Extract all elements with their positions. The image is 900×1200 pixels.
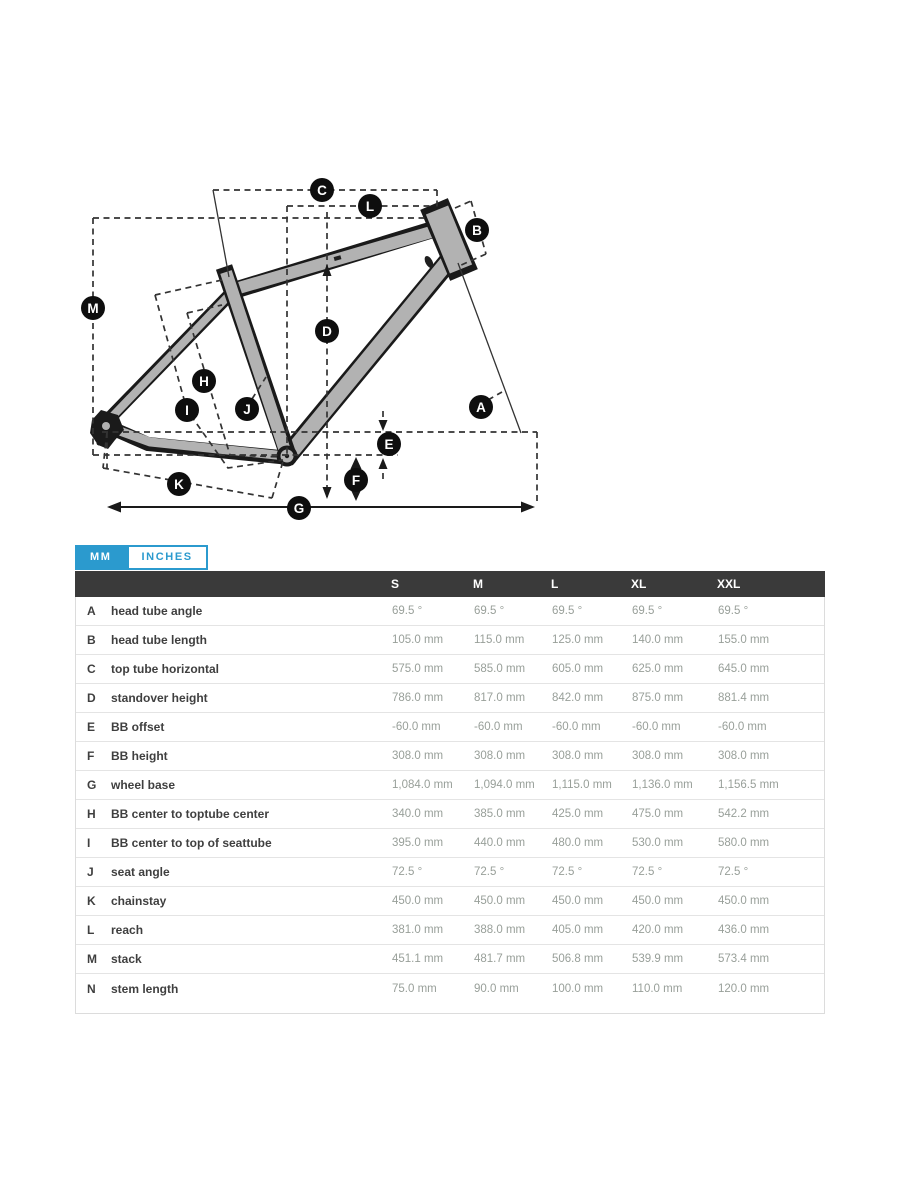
row-value-s: 69.5 °	[392, 605, 423, 617]
row-value-xl: 69.5 °	[632, 605, 663, 617]
row-value-m: 115.0 mm	[474, 634, 525, 646]
diagram-label-J	[235, 397, 259, 421]
row-value-s: -60.0 mm	[392, 721, 441, 733]
row-label: BB center to toptube center	[111, 807, 270, 821]
row-value-xxl: -60.0 mm	[718, 721, 767, 733]
row-letter: E	[87, 720, 96, 734]
row-value-m: 90.0 mm	[474, 982, 519, 995]
row-value-m: 388.0 mm	[474, 924, 526, 936]
row-letter: L	[87, 923, 95, 937]
diagram-label-G	[287, 496, 311, 520]
table-row	[76, 771, 824, 800]
diagram-label-B	[465, 218, 489, 242]
unit-tab-mm[interactable]: MM	[75, 545, 127, 570]
row-value-l: 100.0 mm	[552, 982, 604, 995]
row-value-xl: 875.0 mm	[632, 692, 684, 704]
row-label: chainstay	[111, 894, 167, 908]
row-label: head tube length	[111, 633, 207, 647]
geometry-table	[75, 571, 825, 1014]
row-letter: G	[87, 778, 97, 792]
svg-text:K: K	[174, 476, 184, 492]
row-value-xxl: 69.5 °	[718, 605, 749, 617]
unit-toggle	[75, 545, 208, 570]
table-row	[76, 655, 824, 684]
row-value-xxl: 120.0 mm	[718, 982, 770, 995]
bike-geometry-diagram	[70, 165, 560, 535]
row-value-l: 69.5 °	[552, 605, 583, 617]
svg-text:G: G	[293, 500, 305, 516]
row-label: standover height	[111, 691, 208, 705]
row-value-xxl: 573.4 mm	[718, 953, 770, 965]
row-value-s: 72.5 °	[392, 866, 423, 878]
dim-HI-ticks	[155, 280, 222, 313]
row-label: wheel base	[111, 778, 176, 792]
row-value-l: -60.0 mm	[552, 721, 601, 733]
row-value-m: 385.0 mm	[474, 808, 526, 820]
table-row	[76, 626, 824, 655]
row-value-l: 480.0 mm	[552, 837, 604, 849]
row-value-xl: 308.0 mm	[632, 750, 684, 762]
row-value-xxl: 580.0 mm	[718, 837, 770, 849]
row-value-l: 506.8 mm	[552, 953, 604, 965]
svg-text:J: J	[243, 401, 251, 417]
table-row	[76, 713, 824, 742]
row-letter: M	[87, 952, 97, 966]
row-label: BB height	[111, 749, 168, 763]
row-value-xxl: 645.0 mm	[718, 663, 770, 675]
row-letter: D	[87, 691, 96, 705]
row-value-xl: 420.0 mm	[632, 924, 684, 936]
row-label: reach	[111, 923, 144, 937]
header-col-m: M	[473, 577, 483, 591]
row-value-l: 842.0 mm	[552, 692, 604, 704]
header-col-s: S	[391, 577, 400, 591]
table-row	[76, 829, 824, 858]
row-value-m: 817.0 mm	[474, 692, 526, 704]
row-value-l: 1,115.0 mm	[552, 779, 612, 791]
row-value-s: 381.0 mm	[392, 924, 444, 936]
row-value-m: 450.0 mm	[474, 895, 526, 907]
row-letter: N	[87, 981, 96, 996]
row-value-l: 425.0 mm	[552, 808, 604, 820]
svg-text:M: M	[87, 300, 99, 316]
table-header	[75, 571, 825, 597]
row-value-s: 575.0 mm	[392, 663, 444, 675]
table-row	[76, 858, 824, 887]
row-value-s: 450.0 mm	[392, 895, 444, 907]
table-row	[76, 597, 824, 626]
table-row	[76, 974, 824, 1003]
row-value-l: 605.0 mm	[552, 663, 604, 675]
row-letter: H	[87, 807, 96, 821]
row-value-xxl: 881.4 mm	[718, 692, 770, 704]
row-value-s: 1,084.0 mm	[392, 779, 453, 791]
diagram-label-H	[192, 369, 216, 393]
row-value-xxl: 436.0 mm	[718, 924, 770, 936]
svg-text:B: B	[472, 222, 482, 238]
svg-text:F: F	[351, 472, 361, 488]
row-value-l: 72.5 °	[552, 866, 583, 878]
row-value-s: 395.0 mm	[392, 837, 444, 849]
row-label: seat angle	[111, 865, 170, 879]
diagram-label-D	[315, 319, 339, 343]
row-label: stem length	[111, 981, 179, 996]
svg-text:C: C	[317, 182, 327, 198]
row-value-l: 308.0 mm	[552, 750, 604, 762]
row-value-s: 340.0 mm	[392, 808, 444, 820]
row-value-xl: 110.0 mm	[632, 982, 683, 995]
row-value-s: 786.0 mm	[392, 692, 444, 704]
row-value-xl: 72.5 °	[632, 866, 663, 878]
row-letter: B	[87, 633, 96, 647]
dim-A-pointer	[488, 392, 502, 400]
row-letter: C	[87, 662, 96, 676]
header-col-l: L	[551, 577, 559, 591]
row-value-xxl: 308.0 mm	[718, 750, 770, 762]
diagram-label-K	[167, 472, 191, 496]
svg-text:H: H	[199, 373, 209, 389]
table-row	[76, 887, 824, 916]
row-value-s: 105.0 mm	[392, 634, 444, 646]
row-value-m: 481.7 mm	[474, 953, 526, 965]
seattube-axis	[213, 190, 229, 277]
unit-tab-inches[interactable]: INCHES	[127, 545, 208, 570]
row-label: head tube angle	[111, 604, 203, 618]
row-value-xl: 530.0 mm	[632, 837, 684, 849]
row-value-xxl: 450.0 mm	[718, 895, 770, 907]
diagram-label-C	[310, 178, 334, 202]
diagram-label-M	[81, 296, 105, 320]
svg-text:E: E	[384, 436, 394, 452]
row-value-s: 75.0 mm	[392, 982, 437, 995]
row-value-xxl: 542.2 mm	[718, 808, 770, 820]
svg-text:D: D	[322, 323, 332, 339]
row-value-xl: -60.0 mm	[632, 721, 681, 733]
row-value-xl: 539.9 mm	[632, 953, 684, 965]
svg-text:L: L	[365, 198, 375, 214]
svg-text:A: A	[476, 399, 486, 415]
row-label: top tube horizontal	[111, 662, 219, 676]
row-label: BB center to top of seattube	[111, 836, 272, 850]
row-label: BB offset	[111, 720, 165, 734]
diagram-label-A	[469, 395, 493, 419]
row-value-xl: 140.0 mm	[632, 634, 684, 646]
row-value-l: 405.0 mm	[552, 924, 604, 936]
diagram-label-L	[358, 194, 382, 218]
header-col-xxl: XXL	[717, 577, 741, 591]
row-value-s: 451.1 mm	[392, 953, 444, 965]
row-value-s: 308.0 mm	[392, 750, 444, 762]
row-value-l: 125.0 mm	[552, 634, 604, 646]
row-value-xl: 475.0 mm	[632, 808, 684, 820]
row-value-xxl: 1,156.5 mm	[718, 779, 779, 791]
row-value-xl: 625.0 mm	[632, 663, 684, 675]
row-label: stack	[111, 952, 142, 966]
row-value-m: 72.5 °	[474, 866, 505, 878]
row-value-xxl: 72.5 °	[718, 866, 749, 878]
row-letter: K	[87, 894, 96, 908]
table-row	[76, 800, 824, 829]
row-value-m: 308.0 mm	[474, 750, 526, 762]
svg-text:I: I	[185, 402, 189, 418]
bike-frame	[90, 204, 464, 467]
table-body	[75, 597, 825, 1014]
table-row	[76, 742, 824, 771]
table-row	[76, 684, 824, 713]
diagram-label-E	[377, 432, 401, 456]
row-value-m: 585.0 mm	[474, 663, 526, 675]
table-row	[76, 916, 824, 945]
row-letter: I	[87, 836, 91, 850]
row-value-m: 440.0 mm	[474, 837, 526, 849]
row-letter: J	[87, 865, 94, 879]
row-value-m: 1,094.0 mm	[474, 779, 535, 791]
table-row	[76, 945, 824, 974]
row-value-m: 69.5 °	[474, 605, 505, 617]
row-letter: A	[87, 604, 96, 618]
row-value-l: 450.0 mm	[552, 895, 604, 907]
row-value-xxl: 155.0 mm	[718, 634, 770, 646]
row-value-xl: 450.0 mm	[632, 895, 684, 907]
diagram-label-I	[175, 398, 199, 422]
row-value-m: -60.0 mm	[474, 721, 523, 733]
diagram-label-F	[344, 468, 368, 492]
row-value-xl: 1,136.0 mm	[632, 779, 693, 791]
header-col-xl: XL	[631, 577, 647, 591]
row-letter: F	[87, 749, 95, 763]
